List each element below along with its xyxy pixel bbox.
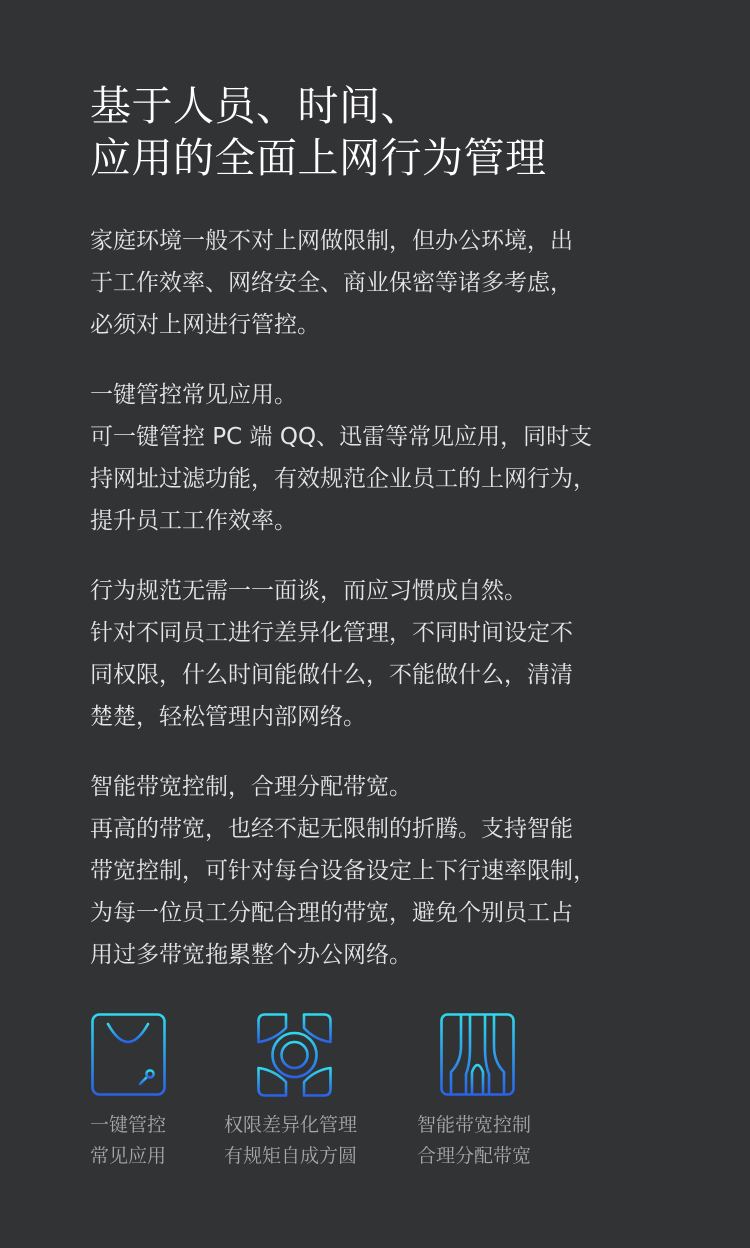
caption-line: 有规矩自成方圆 xyxy=(224,1145,358,1167)
paragraph-line: 提升员工工作效率。 xyxy=(90,508,297,534)
caption-line: 常见应用 xyxy=(90,1145,167,1167)
paragraph-heading: 智能带宽控制，合理分配带宽。 xyxy=(90,774,412,800)
paragraph-line: 带宽控制，可针对每台设备设定上下行速率限制， xyxy=(90,858,596,884)
paragraph-line: 同权限，什么时间能做什么，不能做什么，清清 xyxy=(90,662,573,688)
paragraph-line: 必须对上网进行管控。 xyxy=(90,312,320,338)
paragraph-line: 针对不同员工进行差异化管理，不同时间设定不 xyxy=(90,620,573,646)
paragraph-line: 再高的带宽，也经不起无限制的折腾。支持智能 xyxy=(90,816,573,842)
bandwidth-control-icon xyxy=(439,1012,519,1098)
feature-caption xyxy=(224,1110,357,1172)
paragraph-line: 用过多带宽拖累整个办公网络。 xyxy=(90,942,412,968)
caption-line: 智能带宽控制 xyxy=(417,1114,532,1136)
paragraph-intro xyxy=(90,220,710,346)
feature-permission xyxy=(224,1012,358,1167)
title-line-2: 应用的全面上网行为管理 xyxy=(90,134,547,182)
feature-app-control xyxy=(90,1012,170,1167)
caption-line: 合理分配带宽 xyxy=(417,1145,532,1167)
feature-caption xyxy=(417,1110,531,1172)
app-control-icon xyxy=(90,1012,170,1098)
paragraph-permission xyxy=(90,570,710,738)
paragraph-heading: 行为规范无需一一面谈，而应习惯成自然。 xyxy=(90,578,527,604)
paragraph-line: 持网址过滤功能，有效规范企业员工的上网行为， xyxy=(90,466,596,492)
paragraph-line: 楚楚，轻松管理内部网络。 xyxy=(90,704,366,730)
page-title xyxy=(90,80,710,184)
paragraph-heading: 一键管控常见应用。 xyxy=(90,382,297,408)
feature-caption xyxy=(90,1110,166,1172)
paragraph-line: 可一键管控 PC 端 QQ、迅雷等常见应用，同时支 xyxy=(90,424,593,450)
paragraph-line: 为每一位员工分配合理的带宽，避免个别员工占 xyxy=(90,900,573,926)
caption-line: 权限差异化管理 xyxy=(224,1114,358,1136)
description-section xyxy=(90,220,710,1004)
title-line-1: 基于人员、时间、 xyxy=(90,82,422,130)
permission-diff-icon xyxy=(256,1012,336,1098)
paragraph-bandwidth xyxy=(90,766,710,976)
paragraph-line: 于工作效率、网络安全、商业保密等诸多考虑， xyxy=(90,270,573,296)
feature-icons-row xyxy=(90,1012,650,1182)
feature-bandwidth xyxy=(417,1012,532,1167)
paragraph-line: 家庭环境一般不对上网做限制，但办公环境，出 xyxy=(90,228,573,254)
paragraph-app-control xyxy=(90,374,710,542)
caption-line: 一键管控 xyxy=(90,1114,167,1136)
